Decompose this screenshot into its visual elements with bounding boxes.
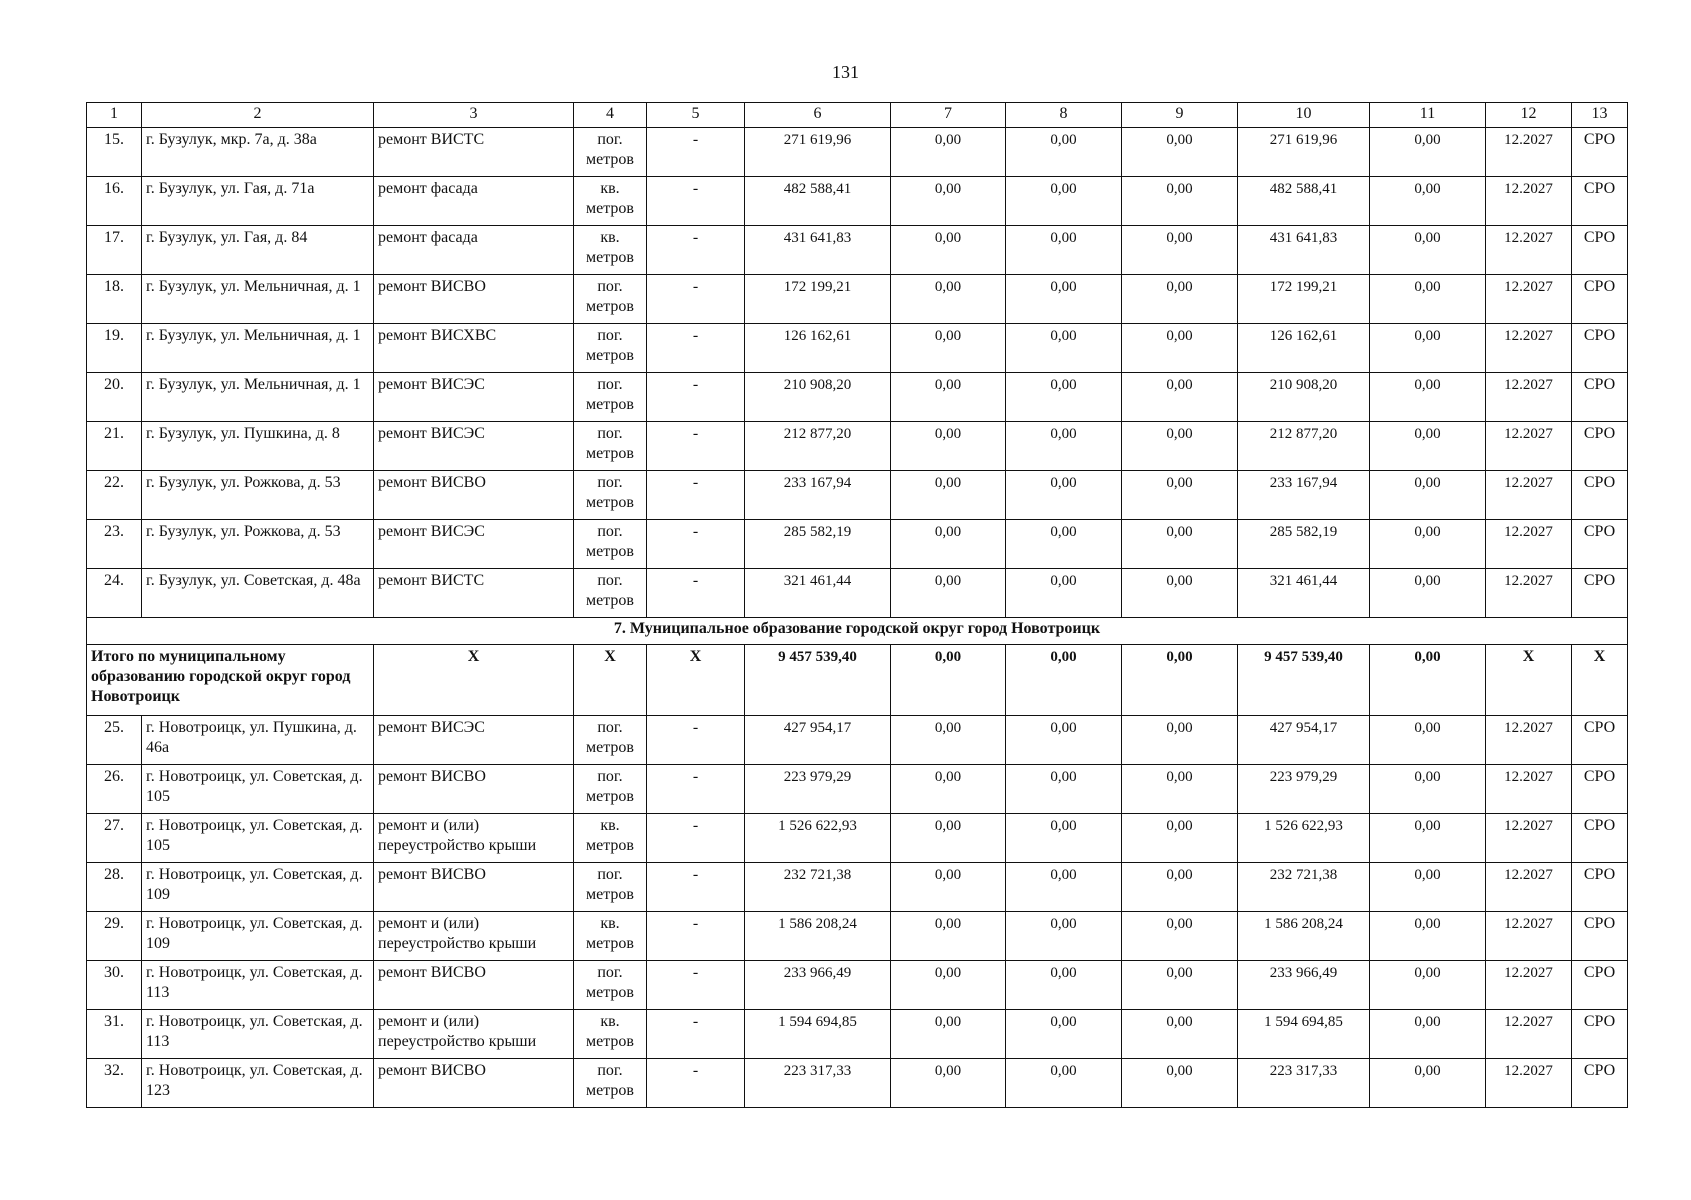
c7-cell: 0,00: [891, 520, 1006, 569]
cost-total-cell: 233 966,49: [745, 961, 891, 1010]
source-cell: СРО: [1572, 1059, 1628, 1108]
c9-cell: 0,00: [1122, 373, 1238, 422]
c8-cell: 0,00: [1006, 128, 1122, 177]
work-type-cell: ремонт ВИСВО: [374, 471, 574, 520]
unit-cell: пог. метров: [574, 863, 647, 912]
num-cell: 28.: [87, 863, 142, 912]
table-row: [87, 471, 1628, 520]
work-type-cell: ремонт ВИСВО: [374, 765, 574, 814]
work-type-cell: ремонт и (или) переустройство крыши: [374, 1010, 574, 1059]
cost-total-cell: 126 162,61: [745, 324, 891, 373]
cost-total-cell: 223 979,29: [745, 765, 891, 814]
c11-cell: 0,00: [1370, 1010, 1486, 1059]
source-cell: СРО: [1572, 912, 1628, 961]
c9-cell: 0,00: [1122, 863, 1238, 912]
num-cell: 16.: [87, 177, 142, 226]
col-header-7: 7: [891, 103, 1006, 128]
section-title-row: [87, 618, 1628, 645]
unit-cell: пог. метров: [574, 520, 647, 569]
c11-cell: 0,00: [1370, 373, 1486, 422]
total-c7: 0,00: [891, 645, 1006, 716]
address-cell: г. Новотроицк, ул. Советская, д. 105: [142, 765, 374, 814]
num-cell: 23.: [87, 520, 142, 569]
col-header-13: 13: [1572, 103, 1628, 128]
table-row: [87, 226, 1628, 275]
work-type-cell: ремонт ВИСТС: [374, 128, 574, 177]
c11-cell: 0,00: [1370, 863, 1486, 912]
col-header-1: 1: [87, 103, 142, 128]
c8-cell: 0,00: [1006, 814, 1122, 863]
unit-cell: кв. метров: [574, 1010, 647, 1059]
address-cell: г. Бузулук, ул. Советская, д. 48а: [142, 569, 374, 618]
table-row: [87, 569, 1628, 618]
c10-cell: 321 461,44: [1238, 569, 1370, 618]
c11-cell: 0,00: [1370, 520, 1486, 569]
c10-cell: 431 641,83: [1238, 226, 1370, 275]
source-cell: СРО: [1572, 275, 1628, 324]
c8-cell: 0,00: [1006, 863, 1122, 912]
table-row: [87, 1059, 1628, 1108]
deadline-cell: 12.2027: [1486, 1059, 1572, 1108]
cost-total-cell: 1 586 208,24: [745, 912, 891, 961]
num-cell: 24.: [87, 569, 142, 618]
c11-cell: 0,00: [1370, 422, 1486, 471]
source-cell: СРО: [1572, 1010, 1628, 1059]
cost-total-cell: 232 721,38: [745, 863, 891, 912]
table-row: [87, 1010, 1628, 1059]
num-cell: 27.: [87, 814, 142, 863]
c10-cell: 233 966,49: [1238, 961, 1370, 1010]
c9-cell: 0,00: [1122, 814, 1238, 863]
c5-cell: -: [647, 961, 745, 1010]
c5-cell: -: [647, 814, 745, 863]
unit-cell: пог. метров: [574, 716, 647, 765]
col-header-12: 12: [1486, 103, 1572, 128]
address-cell: г. Новотроицк, ул. Пушкина, д. 46а: [142, 716, 374, 765]
c10-cell: 223 979,29: [1238, 765, 1370, 814]
c11-cell: 0,00: [1370, 1059, 1486, 1108]
deadline-cell: 12.2027: [1486, 863, 1572, 912]
c9-cell: 0,00: [1122, 324, 1238, 373]
c7-cell: 0,00: [891, 422, 1006, 471]
address-cell: г. Новотроицк, ул. Советская, д. 105: [142, 814, 374, 863]
deadline-cell: 12.2027: [1486, 765, 1572, 814]
c11-cell: 0,00: [1370, 814, 1486, 863]
unit-cell: пог. метров: [574, 765, 647, 814]
c5-cell: -: [647, 765, 745, 814]
unit-cell: кв. метров: [574, 226, 647, 275]
work-type-cell: ремонт ВИСВО: [374, 863, 574, 912]
total-c12: Х: [1486, 645, 1572, 716]
c8-cell: 0,00: [1006, 520, 1122, 569]
deadline-cell: 12.2027: [1486, 1010, 1572, 1059]
c8-cell: 0,00: [1006, 1010, 1122, 1059]
unit-cell: пог. метров: [574, 1059, 647, 1108]
work-type-cell: ремонт ВИСВО: [374, 275, 574, 324]
num-cell: 25.: [87, 716, 142, 765]
source-cell: СРО: [1572, 716, 1628, 765]
work-type-cell: ремонт ВИСЭС: [374, 716, 574, 765]
num-cell: 21.: [87, 422, 142, 471]
source-cell: СРО: [1572, 422, 1628, 471]
unit-cell: пог. метров: [574, 961, 647, 1010]
num-cell: 22.: [87, 471, 142, 520]
deadline-cell: 12.2027: [1486, 471, 1572, 520]
work-type-cell: ремонт фасада: [374, 177, 574, 226]
c8-cell: 0,00: [1006, 324, 1122, 373]
table-row: [87, 716, 1628, 765]
table-row: [87, 128, 1628, 177]
c10-cell: 1 586 208,24: [1238, 912, 1370, 961]
c9-cell: 0,00: [1122, 765, 1238, 814]
c9-cell: 0,00: [1122, 716, 1238, 765]
c10-cell: 223 317,33: [1238, 1059, 1370, 1108]
col-header-11: 11: [1370, 103, 1486, 128]
deadline-cell: 12.2027: [1486, 226, 1572, 275]
c10-cell: 172 199,21: [1238, 275, 1370, 324]
unit-cell: кв. метров: [574, 177, 647, 226]
c11-cell: 0,00: [1370, 275, 1486, 324]
c5-cell: -: [647, 520, 745, 569]
cost-total-cell: 431 641,83: [745, 226, 891, 275]
c5-cell: -: [647, 177, 745, 226]
deadline-cell: 12.2027: [1486, 814, 1572, 863]
source-cell: СРО: [1572, 128, 1628, 177]
c10-cell: 285 582,19: [1238, 520, 1370, 569]
c11-cell: 0,00: [1370, 716, 1486, 765]
source-cell: СРО: [1572, 765, 1628, 814]
c7-cell: 0,00: [891, 765, 1006, 814]
table-row: [87, 765, 1628, 814]
c7-cell: 0,00: [891, 569, 1006, 618]
source-cell: СРО: [1572, 863, 1628, 912]
num-cell: 30.: [87, 961, 142, 1010]
table-row: [87, 814, 1628, 863]
c5-cell: -: [647, 422, 745, 471]
c9-cell: 0,00: [1122, 961, 1238, 1010]
c7-cell: 0,00: [891, 471, 1006, 520]
address-cell: г. Бузулук, ул. Гая, д. 84: [142, 226, 374, 275]
c5-cell: -: [647, 1010, 745, 1059]
table-row: [87, 912, 1628, 961]
table-row: [87, 373, 1628, 422]
c5-cell: -: [647, 275, 745, 324]
c7-cell: 0,00: [891, 912, 1006, 961]
c5-cell: -: [647, 569, 745, 618]
work-type-cell: ремонт ВИСВО: [374, 1059, 574, 1108]
cost-total-cell: 1 594 694,85: [745, 1010, 891, 1059]
c5-cell: -: [647, 373, 745, 422]
c10-cell: 232 721,38: [1238, 863, 1370, 912]
c11-cell: 0,00: [1370, 128, 1486, 177]
num-cell: 18.: [87, 275, 142, 324]
work-type-cell: ремонт фасада: [374, 226, 574, 275]
c5-cell: -: [647, 128, 745, 177]
c5-cell: -: [647, 863, 745, 912]
unit-cell: пог. метров: [574, 128, 647, 177]
c8-cell: 0,00: [1006, 275, 1122, 324]
col-header-5: 5: [647, 103, 745, 128]
unit-cell: пог. метров: [574, 422, 647, 471]
c5-cell: -: [647, 1059, 745, 1108]
c10-cell: 233 167,94: [1238, 471, 1370, 520]
address-cell: г. Бузулук, ул. Рожкова, д. 53: [142, 520, 374, 569]
unit-cell: кв. метров: [574, 912, 647, 961]
address-cell: г. Бузулук, ул. Пушкина, д. 8: [142, 422, 374, 471]
c7-cell: 0,00: [891, 128, 1006, 177]
c7-cell: 0,00: [891, 324, 1006, 373]
source-cell: СРО: [1572, 226, 1628, 275]
c8-cell: 0,00: [1006, 716, 1122, 765]
address-cell: г. Бузулук, ул. Мельничная, д. 1: [142, 373, 374, 422]
c8-cell: 0,00: [1006, 1059, 1122, 1108]
cost-total-cell: 233 167,94: [745, 471, 891, 520]
c11-cell: 0,00: [1370, 961, 1486, 1010]
work-type-cell: ремонт ВИСХВС: [374, 324, 574, 373]
address-cell: г. Бузулук, ул. Рожкова, д. 53: [142, 471, 374, 520]
work-type-cell: ремонт ВИСВО: [374, 961, 574, 1010]
c9-cell: 0,00: [1122, 275, 1238, 324]
address-cell: г. Новотроицк, ул. Советская, д. 109: [142, 912, 374, 961]
c8-cell: 0,00: [1006, 765, 1122, 814]
work-type-cell: ремонт ВИСТС: [374, 569, 574, 618]
total-c8: 0,00: [1006, 645, 1122, 716]
c10-cell: 271 619,96: [1238, 128, 1370, 177]
total-c6: 9 457 539,40: [745, 645, 891, 716]
work-type-cell: ремонт ВИСЭС: [374, 373, 574, 422]
deadline-cell: 12.2027: [1486, 961, 1572, 1010]
total-c5: Х: [647, 645, 745, 716]
c10-cell: 210 908,20: [1238, 373, 1370, 422]
total-c3: Х: [374, 645, 574, 716]
unit-cell: пог. метров: [574, 471, 647, 520]
source-cell: СРО: [1572, 520, 1628, 569]
total-c11: 0,00: [1370, 645, 1486, 716]
address-cell: г. Бузулук, ул. Мельничная, д. 1: [142, 275, 374, 324]
cost-total-cell: 427 954,17: [745, 716, 891, 765]
deadline-cell: 12.2027: [1486, 275, 1572, 324]
c8-cell: 0,00: [1006, 912, 1122, 961]
num-cell: 15.: [87, 128, 142, 177]
c5-cell: -: [647, 716, 745, 765]
cost-total-cell: 285 582,19: [745, 520, 891, 569]
c10-cell: 212 877,20: [1238, 422, 1370, 471]
unit-cell: пог. метров: [574, 275, 647, 324]
c10-cell: 126 162,61: [1238, 324, 1370, 373]
column-number-row: [87, 103, 1628, 128]
table-row: [87, 422, 1628, 471]
col-header-3: 3: [374, 103, 574, 128]
address-cell: г. Бузулук, ул. Мельничная, д. 1: [142, 324, 374, 373]
c9-cell: 0,00: [1122, 1010, 1238, 1059]
c9-cell: 0,00: [1122, 128, 1238, 177]
section-title: 7. Муниципальное образование городской округ город Новотроицк: [87, 618, 1628, 645]
c9-cell: 0,00: [1122, 422, 1238, 471]
num-cell: 29.: [87, 912, 142, 961]
c11-cell: 0,00: [1370, 471, 1486, 520]
num-cell: 31.: [87, 1010, 142, 1059]
col-header-10: 10: [1238, 103, 1370, 128]
source-cell: СРО: [1572, 569, 1628, 618]
c7-cell: 0,00: [891, 373, 1006, 422]
c5-cell: -: [647, 226, 745, 275]
c7-cell: 0,00: [891, 1059, 1006, 1108]
col-header-8: 8: [1006, 103, 1122, 128]
deadline-cell: 12.2027: [1486, 177, 1572, 226]
c8-cell: 0,00: [1006, 177, 1122, 226]
address-cell: г. Новотроицк, ул. Советская, д. 113: [142, 1010, 374, 1059]
work-type-cell: ремонт ВИСЭС: [374, 422, 574, 471]
page-number: 131: [832, 62, 859, 82]
deadline-cell: 12.2027: [1486, 569, 1572, 618]
c11-cell: 0,00: [1370, 569, 1486, 618]
source-cell: СРО: [1572, 814, 1628, 863]
c9-cell: 0,00: [1122, 226, 1238, 275]
novotroitsk-rows: [87, 716, 1628, 1108]
c11-cell: 0,00: [1370, 324, 1486, 373]
c7-cell: 0,00: [891, 814, 1006, 863]
num-cell: 17.: [87, 226, 142, 275]
c5-cell: -: [647, 324, 745, 373]
num-cell: 20.: [87, 373, 142, 422]
cost-total-cell: 271 619,96: [745, 128, 891, 177]
c8-cell: 0,00: [1006, 569, 1122, 618]
c8-cell: 0,00: [1006, 422, 1122, 471]
work-type-cell: ремонт и (или) переустройство крыши: [374, 814, 574, 863]
cost-total-cell: 172 199,21: [745, 275, 891, 324]
c11-cell: 0,00: [1370, 912, 1486, 961]
c7-cell: 0,00: [891, 961, 1006, 1010]
c9-cell: 0,00: [1122, 520, 1238, 569]
total-c10: 9 457 539,40: [1238, 645, 1370, 716]
cost-total-cell: 1 526 622,93: [745, 814, 891, 863]
total-c4: Х: [574, 645, 647, 716]
c8-cell: 0,00: [1006, 226, 1122, 275]
deadline-cell: 12.2027: [1486, 520, 1572, 569]
address-cell: г. Новотроицк, ул. Советская, д. 113: [142, 961, 374, 1010]
total-row: [87, 645, 1628, 716]
unit-cell: пог. метров: [574, 373, 647, 422]
address-cell: г. Новотроицк, ул. Советская, д. 109: [142, 863, 374, 912]
table-row: [87, 177, 1628, 226]
num-cell: 26.: [87, 765, 142, 814]
c9-cell: 0,00: [1122, 471, 1238, 520]
c5-cell: -: [647, 912, 745, 961]
cost-total-cell: 210 908,20: [745, 373, 891, 422]
c7-cell: 0,00: [891, 275, 1006, 324]
source-cell: СРО: [1572, 324, 1628, 373]
table-row: [87, 520, 1628, 569]
c10-cell: 1 526 622,93: [1238, 814, 1370, 863]
address-cell: г. Бузулук, мкр. 7а, д. 38а: [142, 128, 374, 177]
address-cell: г. Новотроицк, ул. Советская, д. 123: [142, 1059, 374, 1108]
novotroitsk-section: [87, 618, 1628, 716]
c10-cell: 427 954,17: [1238, 716, 1370, 765]
c11-cell: 0,00: [1370, 226, 1486, 275]
unit-cell: пог. метров: [574, 569, 647, 618]
unit-cell: кв. метров: [574, 814, 647, 863]
cost-total-cell: 321 461,44: [745, 569, 891, 618]
col-header-4: 4: [574, 103, 647, 128]
table-row: [87, 275, 1628, 324]
work-type-cell: ремонт ВИСЭС: [374, 520, 574, 569]
cost-total-cell: 212 877,20: [745, 422, 891, 471]
c7-cell: 0,00: [891, 716, 1006, 765]
c7-cell: 0,00: [891, 177, 1006, 226]
c7-cell: 0,00: [891, 1010, 1006, 1059]
col-header-6: 6: [745, 103, 891, 128]
c10-cell: 1 594 694,85: [1238, 1010, 1370, 1059]
deadline-cell: 12.2027: [1486, 716, 1572, 765]
c9-cell: 0,00: [1122, 177, 1238, 226]
c9-cell: 0,00: [1122, 912, 1238, 961]
table-row: [87, 863, 1628, 912]
deadline-cell: 12.2027: [1486, 373, 1572, 422]
total-c9: 0,00: [1122, 645, 1238, 716]
total-label: Итого по муниципальному образованию городской округ город Новотроицк: [87, 645, 374, 716]
c8-cell: 0,00: [1006, 961, 1122, 1010]
deadline-cell: 12.2027: [1486, 912, 1572, 961]
c11-cell: 0,00: [1370, 765, 1486, 814]
source-cell: СРО: [1572, 471, 1628, 520]
num-cell: 32.: [87, 1059, 142, 1108]
c7-cell: 0,00: [891, 863, 1006, 912]
table-row: [87, 961, 1628, 1010]
deadline-cell: 12.2027: [1486, 324, 1572, 373]
c7-cell: 0,00: [891, 226, 1006, 275]
deadline-cell: 12.2027: [1486, 128, 1572, 177]
c10-cell: 482 588,41: [1238, 177, 1370, 226]
buzuluk-rows: [87, 128, 1628, 618]
col-header-9: 9: [1122, 103, 1238, 128]
c8-cell: 0,00: [1006, 471, 1122, 520]
unit-cell: пог. метров: [574, 324, 647, 373]
source-cell: СРО: [1572, 373, 1628, 422]
c8-cell: 0,00: [1006, 373, 1122, 422]
source-cell: СРО: [1572, 177, 1628, 226]
cost-total-cell: 482 588,41: [745, 177, 891, 226]
c9-cell: 0,00: [1122, 569, 1238, 618]
capital-repair-table: [86, 102, 1628, 1108]
c9-cell: 0,00: [1122, 1059, 1238, 1108]
c5-cell: -: [647, 471, 745, 520]
c11-cell: 0,00: [1370, 177, 1486, 226]
col-header-2: 2: [142, 103, 374, 128]
cost-total-cell: 223 317,33: [745, 1059, 891, 1108]
source-cell: СРО: [1572, 961, 1628, 1010]
deadline-cell: 12.2027: [1486, 422, 1572, 471]
table-row: [87, 324, 1628, 373]
address-cell: г. Бузулук, ул. Гая, д. 71а: [142, 177, 374, 226]
total-c13: Х: [1572, 645, 1628, 716]
work-type-cell: ремонт и (или) переустройство крыши: [374, 912, 574, 961]
num-cell: 19.: [87, 324, 142, 373]
